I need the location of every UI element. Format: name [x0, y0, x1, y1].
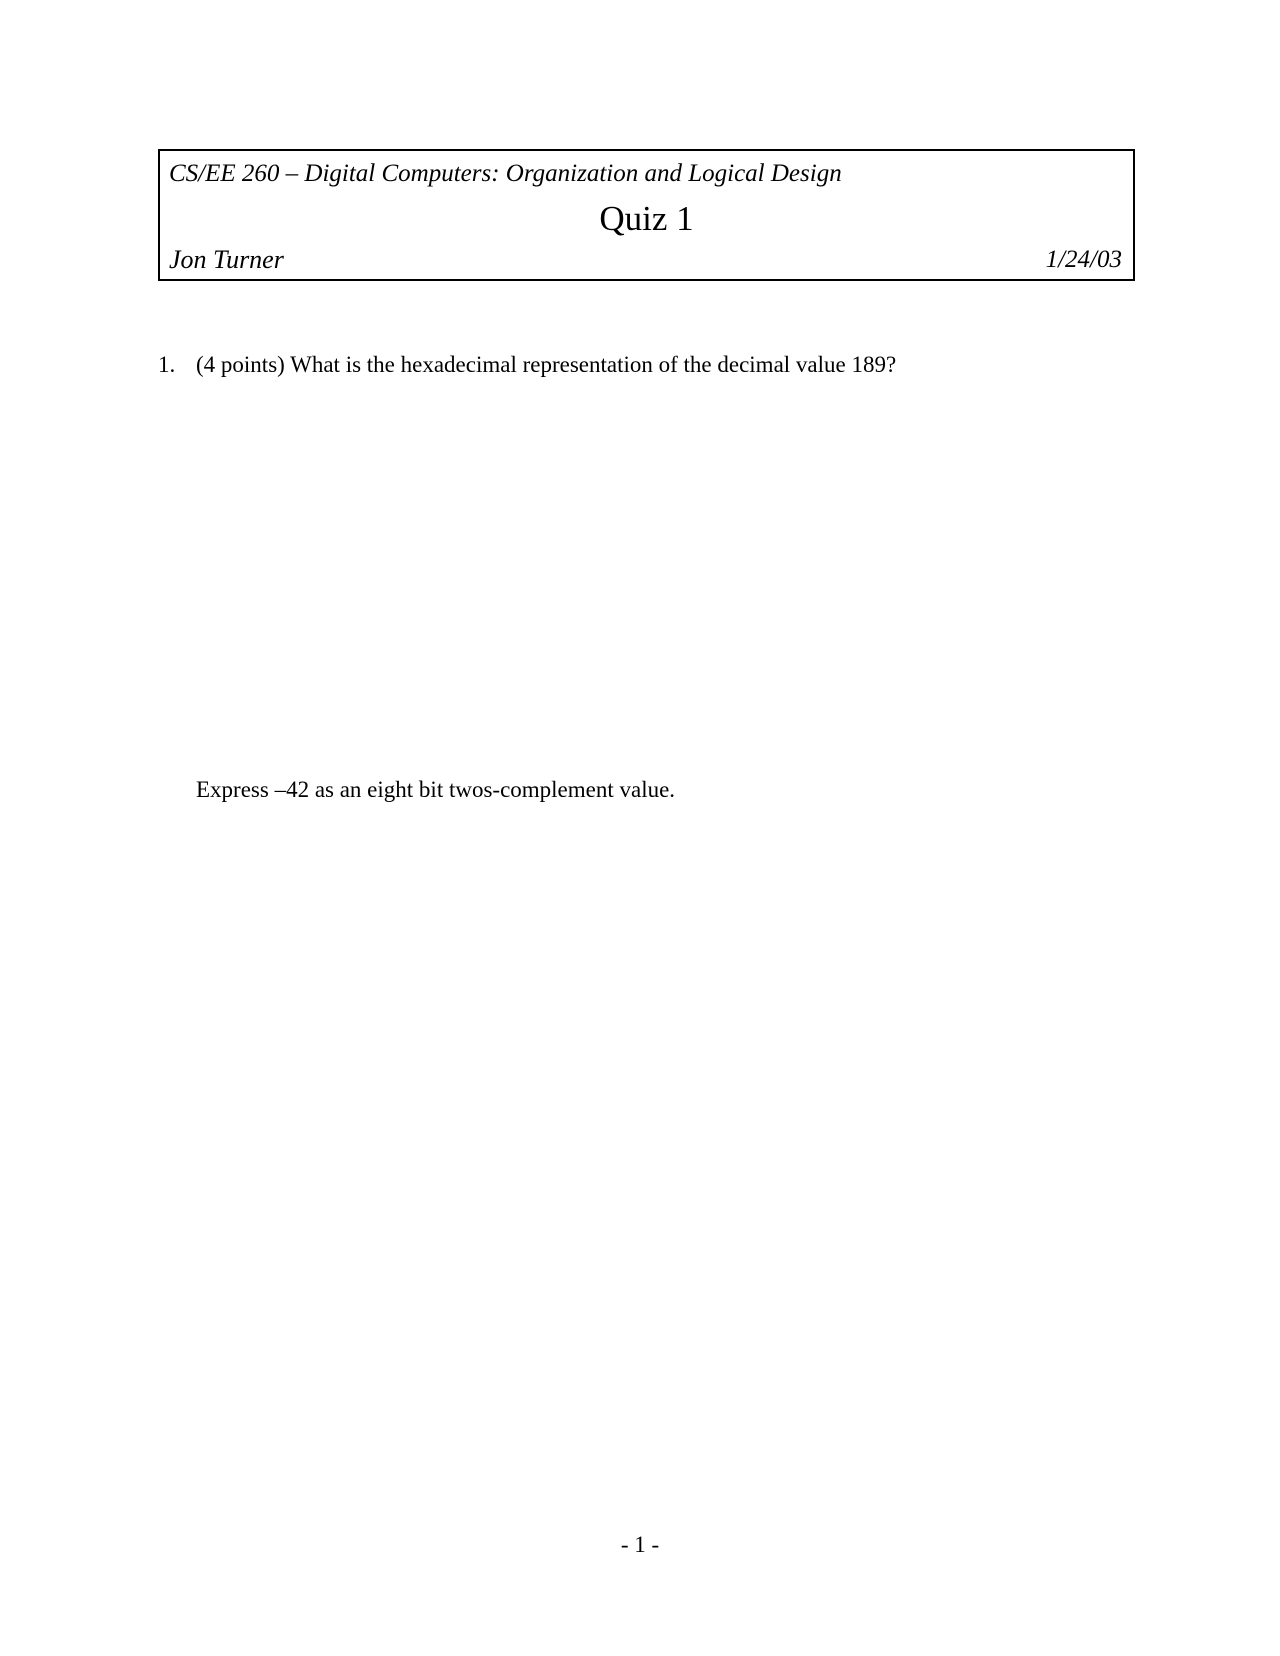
question-text: (4 points) What is the hexadecimal representation of the decimal value 189?: [196, 352, 897, 377]
course-title: CS/EE 260 – Digital Computers: Organization and Logical Design: [169, 160, 842, 187]
question-1: [158, 350, 896, 380]
quiz-date: 1/24/03: [1045, 246, 1122, 273]
page-number: - 1 -: [620, 1532, 660, 1557]
quiz-header-box: [158, 149, 1135, 281]
question-1-followup: Express –42 as an eight bit twos-complement value.: [196, 777, 676, 802]
question-number: 1.: [158, 352, 176, 377]
author-name: Jon Turner: [169, 245, 284, 274]
quiz-title: Quiz 1: [599, 199, 694, 238]
